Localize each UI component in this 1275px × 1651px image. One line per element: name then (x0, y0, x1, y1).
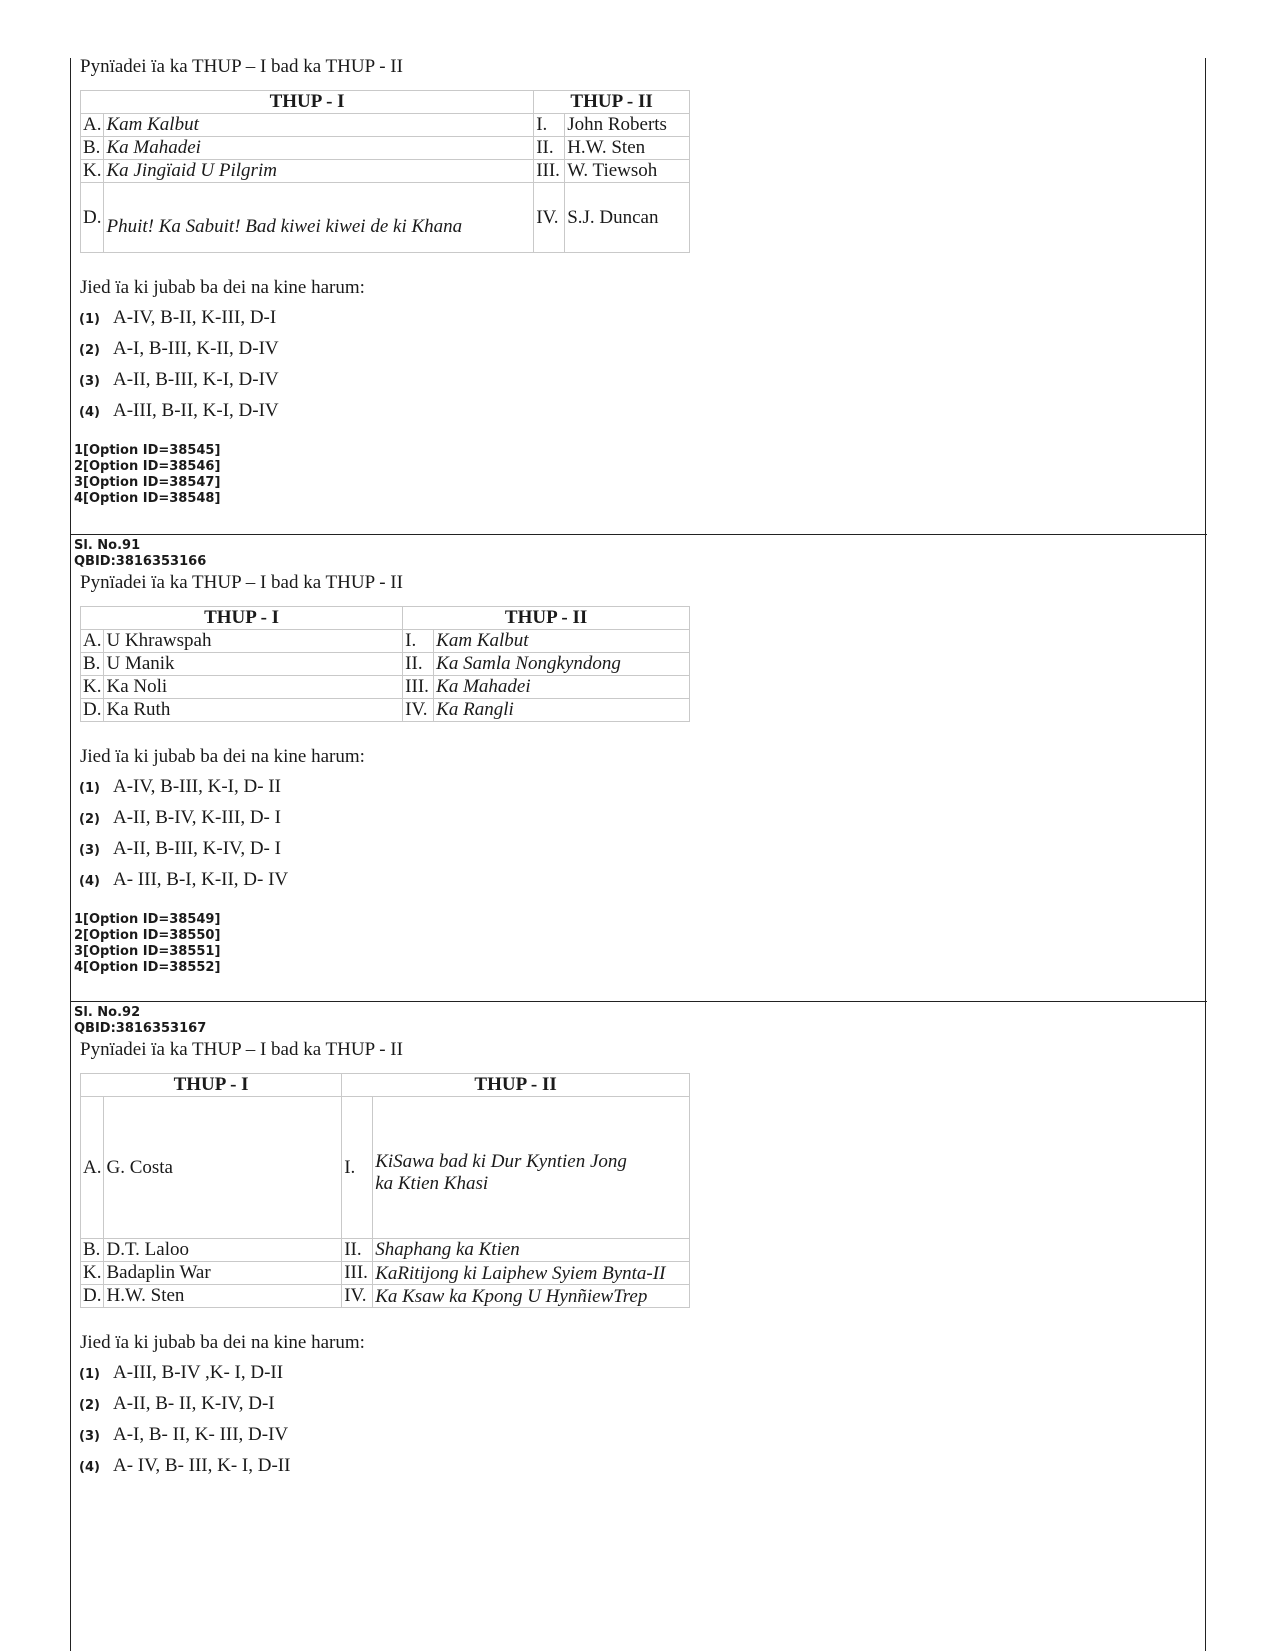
option-number: (4) (79, 405, 100, 420)
row-label: III. (403, 676, 434, 699)
cell: Ka Ksaw ka Kpong U HynñiewTrep (373, 1285, 690, 1308)
option-text: A-II, B- II, K-IV, D-I (113, 1393, 275, 1414)
answer-option (79, 396, 1205, 427)
cell: Ka Ruth (104, 699, 403, 722)
answer-option (79, 1451, 1205, 1482)
column-header: THUP - II (403, 607, 690, 630)
cell-line: KiSawa bad ki Dur Kyntien Jong (375, 1150, 627, 1172)
row-label: III. (342, 1262, 373, 1285)
question-prompt: Pynïadei ïa ka THUP – I bad ka THUP - II (80, 1039, 403, 1060)
table-row (81, 1239, 690, 1262)
cell: G. Costa (104, 1097, 342, 1239)
qbid: QBID:3816353166 (74, 554, 207, 569)
cell: D.T. Laloo (104, 1239, 342, 1262)
cell: KaRitijong ki Laiphew Syiem Bynta-II (373, 1262, 690, 1285)
cell: S.J. Duncan (565, 183, 690, 253)
answer-option (79, 1389, 1205, 1420)
cell: U Khrawspah (104, 630, 403, 653)
match-table (80, 606, 690, 722)
cell: Badaplin War (104, 1262, 342, 1285)
row-label: D. (81, 183, 104, 253)
cell: W. Tiewsoh (565, 160, 690, 183)
option-text: A-I, B- II, K- III, D-IV (113, 1424, 289, 1445)
option-id: 1[Option ID=38545] (74, 443, 221, 458)
row-label: I. (534, 114, 565, 137)
row-label: A. (81, 630, 104, 653)
option-number: (2) (79, 812, 100, 827)
row-label: D. (81, 699, 104, 722)
option-text: A-III, B-IV ,K- I, D-II (113, 1362, 284, 1383)
serial-number: Sl. No.92 (74, 1005, 141, 1020)
question-90 (71, 54, 1205, 507)
option-id: 4[Option ID=38548] (74, 491, 221, 506)
option-number: (1) (79, 1367, 100, 1382)
table-row (81, 114, 690, 137)
row-label: II. (342, 1239, 373, 1262)
table-row (81, 653, 690, 676)
option-number: (2) (79, 1398, 100, 1413)
option-id: 4[Option ID=38552] (74, 960, 221, 975)
option-number: (3) (79, 374, 100, 389)
answer-option (79, 772, 1205, 803)
column-header: THUP - I (81, 607, 403, 630)
cell: Ka Noli (104, 676, 403, 699)
cell-line: ka Ktien Khasi (375, 1172, 489, 1194)
question-divider (70, 1001, 1207, 1002)
qbid: QBID:3816353167 (74, 1021, 207, 1036)
option-id-list (71, 912, 1205, 976)
column-header: THUP - II (534, 91, 690, 114)
row-label: B. (81, 1239, 104, 1262)
question-prompt: Pynïadei ïa ka THUP – I bad ka THUP - II (80, 572, 403, 593)
row-label: K. (81, 676, 104, 699)
column-header: THUP - I (81, 1074, 342, 1097)
cell: Ka Jingïaid U Pilgrim (104, 160, 534, 183)
serial-number: Sl. No.91 (74, 538, 141, 553)
option-number: (2) (79, 343, 100, 358)
option-number: (3) (79, 1429, 100, 1444)
row-label: B. (81, 653, 104, 676)
match-table (80, 90, 690, 253)
table-row (81, 1097, 690, 1239)
option-number: (3) (79, 843, 100, 858)
cell: Ka Samla Nongkyndong (434, 653, 690, 676)
column-header: THUP - II (342, 1074, 690, 1097)
row-label: I. (403, 630, 434, 653)
option-id: 2[Option ID=38546] (74, 459, 221, 474)
option-text: A-III, B-II, K-I, D-IV (113, 400, 279, 421)
match-table (80, 1073, 690, 1308)
option-id: 2[Option ID=38550] (74, 928, 221, 943)
option-text: A-II, B-III, K-I, D-IV (113, 369, 279, 390)
answer-option (79, 834, 1205, 865)
option-number: (1) (79, 781, 100, 796)
cell: Ka Mahadei (104, 137, 534, 160)
row-label: K. (81, 160, 104, 183)
cell: H.W. Sten (104, 1285, 342, 1308)
option-text: A- IV, B- III, K- I, D-II (113, 1455, 291, 1476)
cell: Ka Rangli (434, 699, 690, 722)
cell: U Manik (104, 653, 403, 676)
option-text: A-I, B-III, K-II, D-IV (113, 338, 279, 359)
cell (373, 1097, 690, 1239)
row-label: IV. (403, 699, 434, 722)
option-text: A-II, B-IV, K-III, D- I (113, 807, 281, 828)
row-label: IV. (342, 1285, 373, 1308)
option-text: A-IV, B-III, K-I, D- II (113, 776, 281, 797)
option-text: A- III, B-I, K-II, D- IV (113, 869, 289, 890)
table-row (81, 676, 690, 699)
option-number: (1) (79, 312, 100, 327)
answer-option (79, 1358, 1205, 1389)
option-id: 3[Option ID=38551] (74, 944, 221, 959)
cell: John Roberts (565, 114, 690, 137)
answer-option (79, 1420, 1205, 1451)
row-label: K. (81, 1262, 104, 1285)
cell: Kam Kalbut (434, 630, 690, 653)
question-divider (70, 534, 1207, 535)
option-text: A-IV, B-II, K-III, D-I (113, 307, 277, 328)
cell: H.W. Sten (565, 137, 690, 160)
question-prompt: Pynïadei ïa ka THUP – I bad ka THUP - II (80, 56, 403, 77)
instruction: Jied ïa ki jubab ba dei na kine harum: (80, 277, 365, 298)
answer-option (79, 865, 1205, 896)
cell: Kam Kalbut (104, 114, 534, 137)
option-id: 3[Option ID=38547] (74, 475, 221, 490)
row-label: II. (534, 137, 565, 160)
instruction: Jied ïa ki jubab ba dei na kine harum: (80, 1332, 365, 1353)
table-row (81, 699, 690, 722)
cell: Ka Mahadei (434, 676, 690, 699)
answer-option (79, 303, 1205, 334)
row-label: III. (534, 160, 565, 183)
table-row (81, 137, 690, 160)
table-row (81, 1285, 690, 1308)
answer-option (79, 365, 1205, 396)
table-row (81, 160, 690, 183)
row-label: D. (81, 1285, 104, 1308)
option-id: 1[Option ID=38549] (74, 912, 221, 927)
row-label: A. (81, 114, 104, 137)
question-92 (71, 1005, 1205, 1482)
answer-option (79, 334, 1205, 365)
row-label: A. (81, 1097, 104, 1239)
cell: Phuit! Ka Sabuit! Bad kiwei kiwei de ki Khana (104, 183, 534, 253)
table-row (81, 1262, 690, 1285)
row-label: B. (81, 137, 104, 160)
option-number: (4) (79, 1460, 100, 1475)
option-number: (4) (79, 874, 100, 889)
row-label: IV. (534, 183, 565, 253)
option-text: A-II, B-III, K-IV, D- I (113, 838, 281, 859)
instruction: Jied ïa ki jubab ba dei na kine harum: (80, 746, 365, 767)
row-label: I. (342, 1097, 373, 1239)
table-row (81, 630, 690, 653)
answer-option (79, 803, 1205, 834)
column-header: THUP - I (81, 91, 534, 114)
table-row (81, 183, 690, 253)
cell: Shaphang ka Ktien (373, 1239, 690, 1262)
question-91 (71, 538, 1205, 976)
option-id-list (71, 443, 1205, 507)
row-label: II. (403, 653, 434, 676)
